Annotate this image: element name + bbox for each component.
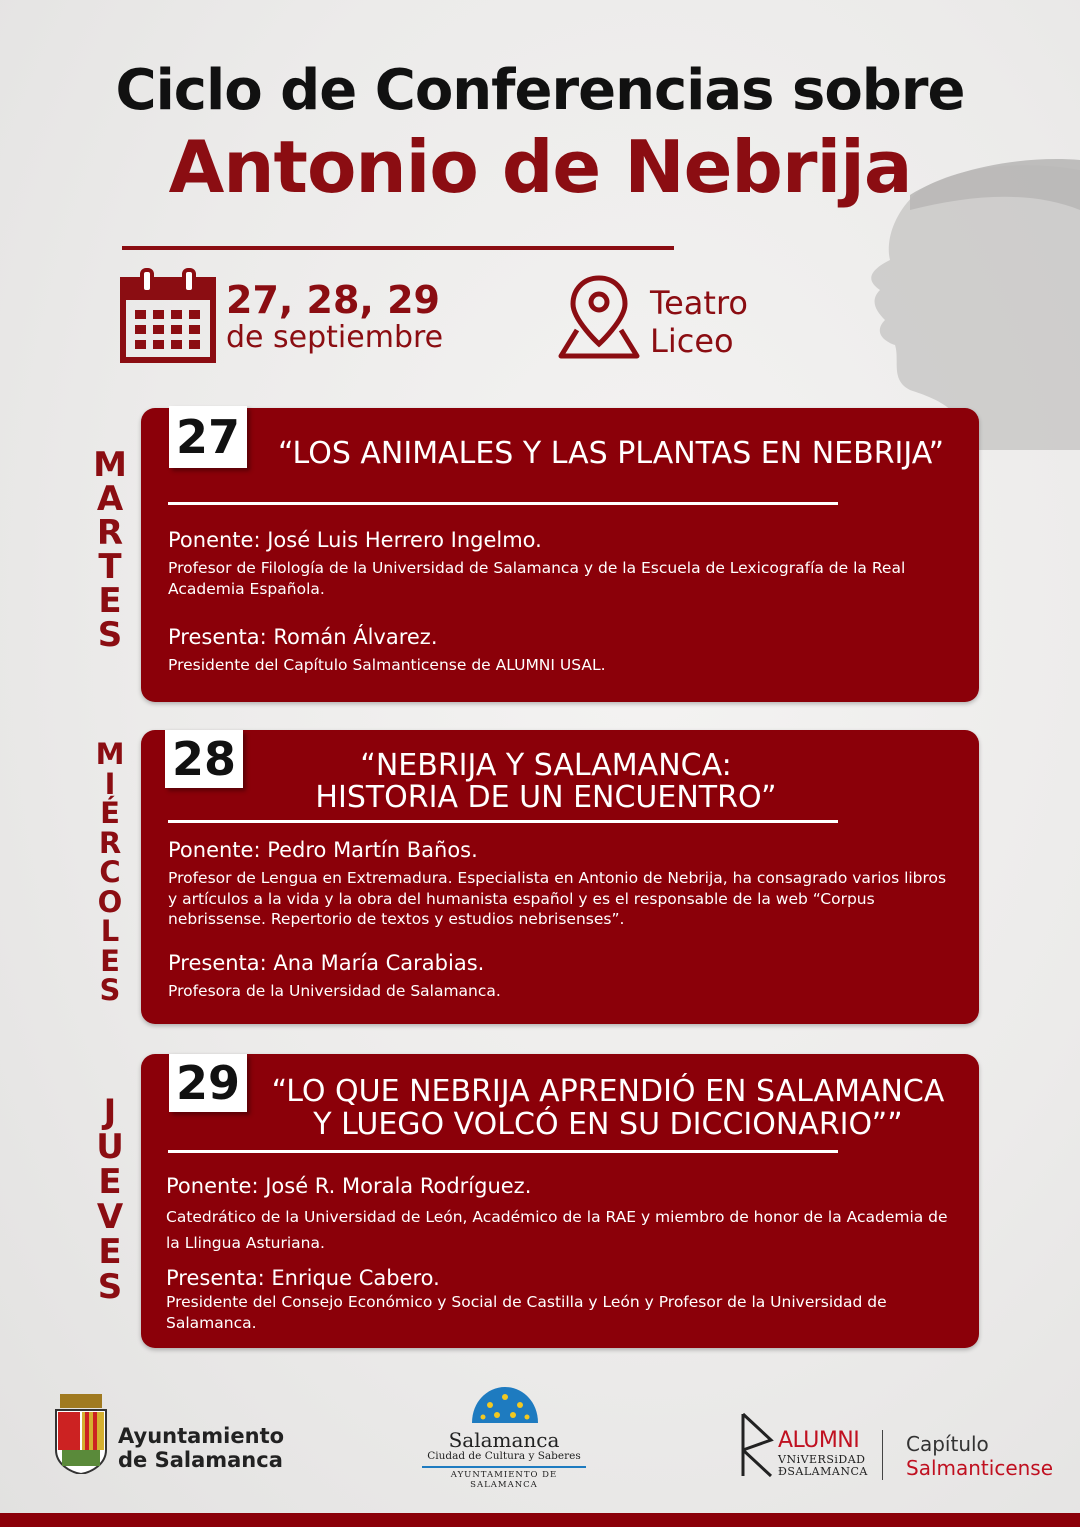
session-title-line2: Y LUEGO VOLCÓ EN SU DICCIONARIO”” xyxy=(313,1107,903,1142)
universidad-wordmark xyxy=(778,1454,868,1478)
weekday-label-martes xyxy=(90,445,130,655)
presenter-name: Presenta: Enrique Cabero. xyxy=(166,1266,440,1290)
weekday-letter: J xyxy=(103,1092,117,1132)
speaker-description: Catedrático de la Universidad de León, Académico de la RAE y miembro de honor de la Academia de la Llingua Asturiana. xyxy=(166,1208,948,1252)
salamanca-tagline: Ciudad de Cultura y Saberes xyxy=(427,1450,581,1462)
speaker-name: Ponente: José Luis Herrero Ingelmo. xyxy=(168,528,542,552)
salamanca-brand-name: Salamanca xyxy=(448,1428,560,1452)
weekday-letter: C xyxy=(99,855,121,889)
event-venue xyxy=(650,284,748,360)
weekday-letter: E xyxy=(98,1232,122,1272)
title-line1: Ciclo de Conferencias sobre xyxy=(115,58,965,123)
presenter-description: Presidente del Capítulo Salmanticense de ALUMNI USAL. xyxy=(168,656,606,674)
session-divider xyxy=(168,820,838,823)
capitulo-line2: Salmanticense xyxy=(906,1456,1054,1480)
weekday-letter: E xyxy=(98,581,122,621)
day-badge: 27 xyxy=(169,406,247,468)
session-divider xyxy=(168,1150,838,1153)
universidad-line2: ÐSALAMANCA xyxy=(778,1465,868,1478)
universidad-line1: VNiVERSiDAD xyxy=(778,1453,866,1466)
weekday-letter: S xyxy=(97,615,123,655)
title-divider xyxy=(122,246,674,250)
weekday-letter: E xyxy=(100,943,120,978)
map-pin-icon xyxy=(555,272,643,362)
session-title: “LOS ANIMALES Y LAS PLANTAS EN NEBRIJA” xyxy=(277,436,945,471)
weekday-letter: R xyxy=(96,513,124,553)
session-card-28 xyxy=(141,730,979,1024)
salamanca-dome-icon xyxy=(470,1385,540,1423)
event-dates xyxy=(226,280,443,356)
dates-days: 27, 28, 29 xyxy=(226,278,440,322)
weekday-letter: V xyxy=(96,1197,124,1237)
ayuntamiento-line2: de Salamanca xyxy=(118,1448,283,1472)
weekday-letter: S xyxy=(97,1267,123,1307)
salamanca-divider xyxy=(422,1466,586,1468)
calendar-icon xyxy=(120,268,216,364)
presenter-name: Presenta: Román Álvarez. xyxy=(168,625,438,649)
sponsor-logos xyxy=(0,1380,1080,1500)
weekday-label-miercoles xyxy=(90,737,130,1007)
weekday-letter: M xyxy=(93,445,127,485)
speaker-description: Profesor de Lengua en Extremadura. Especialista en Antonio de Nebrija, ha consagrado varios libros y artículos a la vida y la obra del humanista español y es el responsable de la web “Corpus nebrissense. Repertorio de textos y estudios nebrisenses”. xyxy=(168,869,947,928)
presenter-description: Presidente del Consejo Económico y Social de Castilla y León y Profesor de la Universidad de Salamanca. xyxy=(166,1293,887,1332)
footer-bar xyxy=(0,1513,1080,1527)
alumni-wordmark: ALUMNI xyxy=(778,1428,860,1453)
capitulo-line1: Capítulo xyxy=(906,1432,989,1456)
venue-line2: Liceo xyxy=(650,322,734,360)
session-title-line2: HISTORIA DE UN ENCUENTRO” xyxy=(315,780,777,815)
session-divider xyxy=(168,502,838,505)
session-title-line1: “LO QUE NEBRIJA APRENDIÓ EN SALAMANCA xyxy=(271,1074,945,1109)
weekday-label-jueves xyxy=(90,1092,130,1307)
title-line2: Antonio de Nebrija xyxy=(168,125,912,209)
presenter-description: Profesora de la Universidad de Salamanca. xyxy=(168,982,501,1000)
session-title-line1: “NEBRIJA Y SALAMANCA: xyxy=(360,748,732,783)
session-card-29 xyxy=(141,1054,979,1348)
alumni-logo-icon xyxy=(735,1410,775,1480)
presenter-name: Presenta: Ana María Carabias. xyxy=(168,951,485,975)
weekday-letter: E xyxy=(98,1162,122,1202)
weekday-letter: I xyxy=(104,766,116,801)
ayuntamiento-shield-icon xyxy=(52,1394,110,1474)
speaker-description: Profesor de Filología de la Universidad de Salamanca y de la Escuela de Lexicografía de la Real Academia Española. xyxy=(168,559,906,598)
speaker-name: Ponente: José R. Morala Rodríguez. xyxy=(166,1174,532,1198)
day-badge: 28 xyxy=(165,730,243,788)
weekday-letter: É xyxy=(100,796,120,830)
weekday-letter: S xyxy=(99,973,121,1007)
weekday-letter: M xyxy=(95,737,125,771)
weekday-letter: T xyxy=(98,547,122,587)
logo-separator xyxy=(882,1430,883,1480)
weekday-letter: L xyxy=(100,914,120,948)
day-badge: 29 xyxy=(169,1054,247,1112)
weekday-letter: R xyxy=(98,825,122,860)
venue-line1: Teatro xyxy=(650,284,748,322)
weekday-letter: U xyxy=(96,1127,124,1167)
ayuntamiento-line1: Ayuntamiento xyxy=(118,1424,285,1448)
session-card-27 xyxy=(141,408,979,702)
ayuntamiento-name xyxy=(118,1424,284,1472)
salamanca-ayuntamiento: AYUNTAMIENTO DE SALAMANCA xyxy=(450,1470,558,1490)
weekday-letter: A xyxy=(96,479,124,519)
dates-month: de septiembre xyxy=(226,320,444,355)
speaker-name: Ponente: Pedro Martín Baños. xyxy=(168,838,478,862)
weekday-letter: O xyxy=(97,884,123,919)
